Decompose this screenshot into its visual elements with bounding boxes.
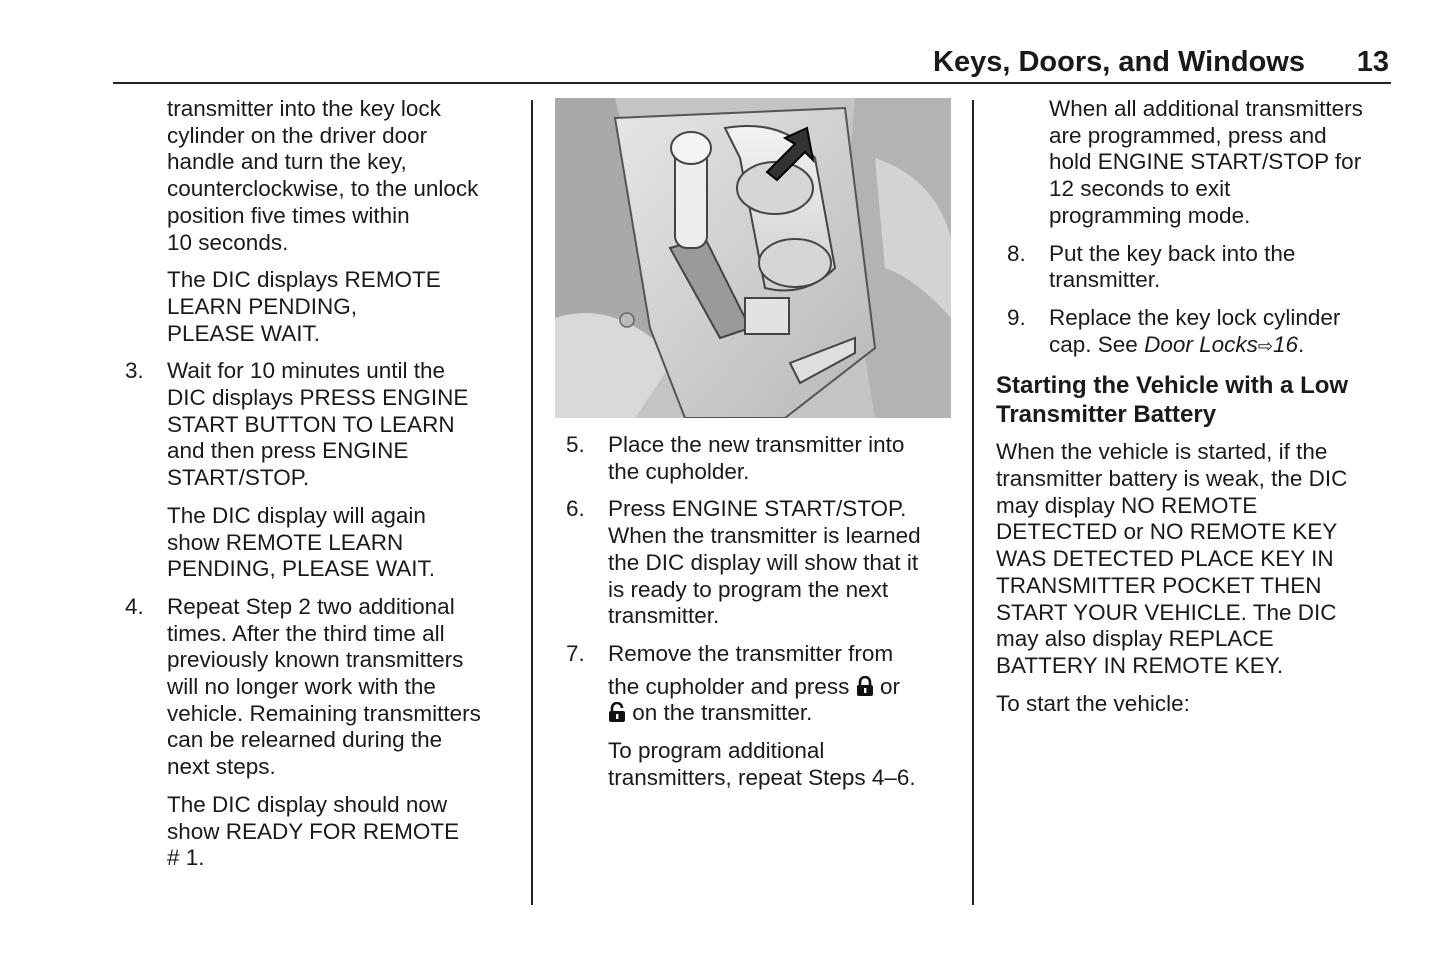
step-9-number: 9.: [1007, 304, 1026, 330]
step-8: 8. Put the key back into the transmitter.: [1007, 240, 1296, 293]
column-2: [566, 432, 958, 791]
door-locks-link[interactable]: Door Locks: [1144, 331, 1258, 357]
step-4-number: 4.: [125, 593, 144, 619]
paragraph-program-additional: To program additional transmitters, repeat Steps 4–6.: [608, 738, 916, 790]
column-1: [125, 96, 522, 872]
step-8-number: 8.: [1007, 240, 1026, 266]
paragraph-ready-for-remote: The DIC display should now show READY FOR REMOTE # 1.: [167, 791, 460, 871]
step-7: 7. Remove the transmitter from the cupholder and press or on the transmitter.: [566, 640, 900, 726]
section-heading: Starting the Vehicle with a Low Transmitter Battery: [996, 372, 1349, 429]
step-7-number: 7.: [566, 640, 585, 666]
step-4: 4. Repeat Step 2 two additional times. After the third time all previously known transmitters will no longer work with the vehicle. Remaining transmitters can be relearned during the next steps.: [125, 593, 481, 780]
page-number: 13: [1356, 46, 1389, 78]
step-3-number: 3.: [125, 358, 144, 384]
page-header-title: Keys, Doors, and Windows: [933, 46, 1305, 78]
cross-reference-arrow-icon: ⇨: [1257, 335, 1273, 356]
cupholder-illustration: [555, 98, 951, 418]
column-divider-right: [972, 100, 974, 905]
paragraph-dic-again: The DIC display will again show REMOTE LEARN PENDING, PLEASE WAIT.: [167, 502, 435, 582]
step-6: 6. Press ENGINE START/STOP. When the transmitter is learned the DIC display will show that it is ready to program the next transmitter.: [566, 496, 921, 629]
step-9: 9. Replace the key lock cylinder cap. See Door Locks⇨16.: [1007, 304, 1341, 357]
lock-icon: [856, 676, 874, 696]
column-3: [996, 96, 1396, 717]
door-locks-page-ref[interactable]: 16: [1272, 331, 1299, 357]
step-5-number: 5.: [566, 432, 585, 457]
paragraph-exit-programming: When all additional transmitters are programmed, press and hold ENGINE START/STOP for 12 seconds to exit programming mode.: [1049, 96, 1363, 228]
header-rule: [113, 82, 1391, 84]
step-3: 3. Wait for 10 minutes until the DIC displays PRESS ENGINE START BUTTON TO LEARN and then press ENGINE START/STOP.: [125, 358, 469, 491]
step-6-number: 6.: [566, 496, 585, 522]
paragraph-remote-learn-pending: The DIC displays REMOTE LEARN PENDING, PLEASE WAIT.: [167, 267, 441, 346]
column-divider-left: [531, 100, 533, 905]
paragraph-to-start: To start the vehicle:: [996, 690, 1190, 716]
paragraph-low-battery: When the vehicle is started, if the transmitter battery is weak, the DIC may display NO REMOTE DETECTED or NO REMOTE KEY WAS DETECTED PLACE KEY IN TRANSMITTER POCKET THEN START YOUR VEHICLE. The DIC may also display REPLACE BATTERY IN REMOTE KEY.: [996, 439, 1348, 678]
step-5: 5. Place the new transmitter into the cupholder.: [566, 432, 905, 484]
unlock-icon: [608, 702, 626, 722]
paragraph-unlock-instructions: transmitter into the key lock cylinder on the driver door handle and turn the key, counterclockwise, to the unlock position five times within 10 seconds.: [167, 96, 479, 255]
